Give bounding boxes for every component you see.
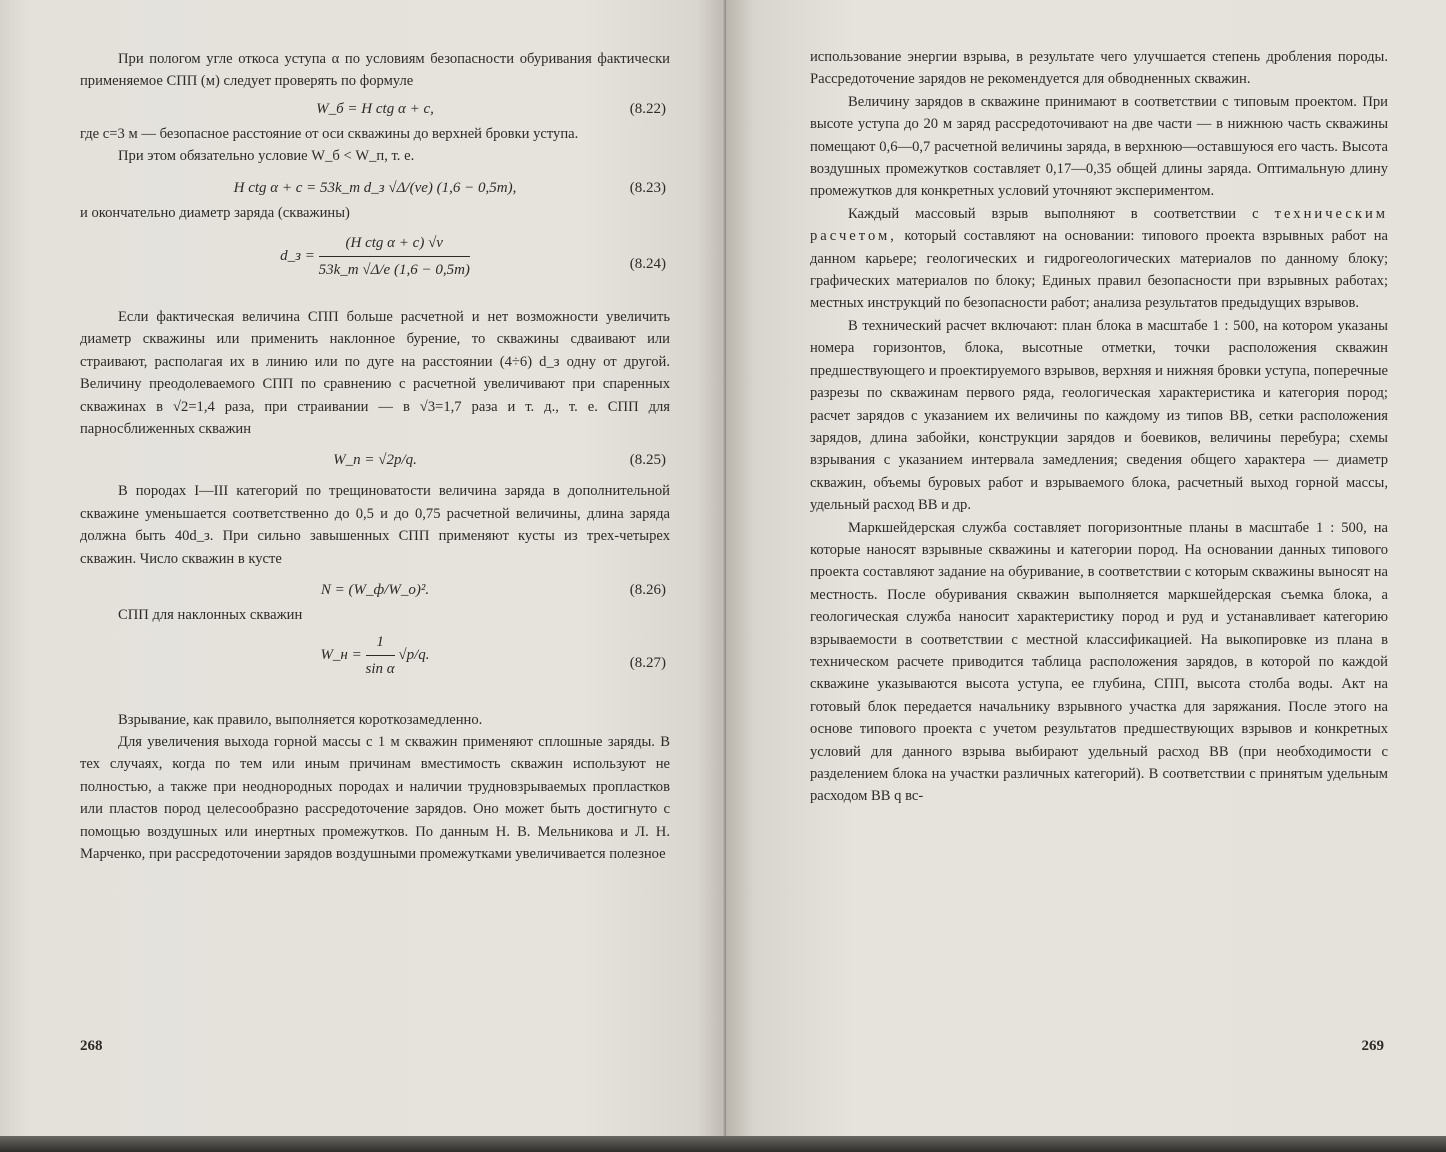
paragraph: и окончательно диаметр заряда (скважины) [80,204,350,221]
formula-body: W_п = √2p/q. [333,452,417,469]
formula-body: H ctg α + c = 53k_т d_з √Δ/(νe) (1,6 − 0,5m), [233,179,517,196]
right-page [726,0,1446,1140]
page-number: 269 [1361,1038,1384,1054]
fraction-denominator: sin α [365,660,395,677]
formula-body: N = (W_ф/W_о)². [320,582,430,599]
page-number: 268 [80,1038,103,1054]
paragraph: Если фактическая величина СПП больше расчетной и нет возможности увеличить диаметр скважины или применить наклонное бурение, то скважины сдваивают или страивают, располагая их в линию или по дуге на расстоянии (4÷6) d_з одну от другой. Величину преодолеваемого СПП по сравнению с расчетной увеличивают при спаренных скважинах в √2=1,4 раза, при страивании — в √3=1,7 раза и т. д., т. е. СПП для парносближенных скважин [80,309,670,438]
fraction [366,631,395,680]
equation-number: (8.24) [629,256,666,273]
paragraph [810,203,1388,315]
equation-number: (8.23) [629,179,666,196]
paragraph: При пологом угле откоса уступа α по условиям безопасности обуривания фактически применяемое СПП (м) следует проверять по формуле [80,51,670,90]
paragraph: Величину зарядов в скважине принимают в соответствии с типовым проектом. При высоте уступа до 20 м заряд рассредоточивают на две части — в нижнюю часть скважины помещают 0,6—0,7 расчетной величины заряда, в верхнюю—оставшуюся его часть. Высота воздушных промежутков составляет 0,17—0,35 общей длины заряда. Оптимальную длину промежутков для конкретных условий уточняют экспериментом. [810,93,1388,200]
fraction-denominator: 53k_т √Δ/e (1,6 − 0,5m) [318,262,470,279]
formula-8-26 [80,578,670,602]
formula-8-25 [80,448,670,472]
equation-number: (8.26) [629,582,666,599]
text-run: который составляют на основании: типового проекта взрывных работ на данном карьере; геологических и гидрогеологических материалов по данному блоку; графических материалов по блоку; Единых правил безопасности при взрывных работах; местных инструкций по безопасности работ; анализа результатов предыдущих взрывов. [810,228,1388,312]
paragraph: В породах I—III категорий по трещиноватости величина заряда в дополнительной скважине уменьшается соответственно до 0,5 и до 0,75 расчетной величины, длина заряда должна быть 40d_з. При сильно завышенных СПП применяют кусты из трех-четырех скважин. Число скважин в кусте [80,483,670,567]
book-bottom-edge [0,1136,1446,1152]
paragraph: Взрывание, как правило, выполняется короткозамедленно. [118,711,483,728]
fraction [319,232,470,281]
paragraph: где c=3 м — безопасное расстояние от оси скважины до верхней бровки уступа. [80,125,579,142]
text-run: Каждый массовый взрыв выполняют в соответствии с [848,205,1275,222]
left-page [0,0,726,1140]
formula-body: W_б = H ctg α + c, [316,100,434,117]
fraction-numerator: (H ctg α + c) √ν [319,232,470,257]
paragraph: При этом обязательно условие W_б < W_п, т. е. [118,148,415,165]
formula-8-23 [80,176,670,200]
equation-number: (8.22) [629,100,666,117]
formula-rhs: √p/q. [398,646,430,663]
formula-lhs: W_н = [320,646,362,663]
paragraph: СПП для наклонных скважин [118,607,303,624]
paragraph: В технический расчет включают: план блока в масштабе 1 : 500, на котором указаны номера горизонтов, блока, высотные отметки, точки расположения скважин предшествующего и проектируемого взрывов, верхняя и нижняя бровки уступа, поперечные разрезы по скважинам первого ряда, геологическая характеристика и категория пород; расчет зарядов с указанием их величины по каждому из типов ВВ, сетки расположения зарядов, длина забойки, конструкции зарядов и боевиков, величины перебура; схемы взрывания с указанием интервала замедления; сведения общего характера — диаметр скважин, объемы буровых работ и взрываемого блока, расчетный выход горной массы, удельный расход ВВ и др. [810,317,1388,514]
formula-8-22 [80,97,670,121]
equation-number: (8.25) [629,452,666,469]
paragraph: Для увеличения выхода горной массы с 1 м скважин применяют сплошные заряды. В тех случаях, когда по тем или иным причинам вместимость скважин используют не полностью, а также при неоднородных породах и наличии трудновзрываемых пропластков или пластов пород целесообразно рассредоточение зарядов. Оно может быть достигнуто с помощью воздушных или инертных промежутков. По данным Н. В. Мельникова и Л. Н. Марченко, при рассредоточении зарядов воздушными промежутками увеличивается полезное [80,733,670,862]
paragraph: использование энергии взрыва, в результате чего улучшается степень дробления породы. Рассредоточение зарядов не рекомендуется для обводненных скважин. [810,49,1388,88]
fraction-numerator: 1 [366,631,395,656]
formula-8-27 [80,631,670,695]
formula-8-24 [80,232,670,296]
equation-number: (8.27) [629,654,666,671]
paragraph: Маркшейдерская служба составляет погоризонтные планы в масштабе 1 : 500, на которые наносят взрывные скважины и категории пород. На основании данных типового проекта составляют задание на обуривание, в соответствии с которым скважины выносят на местность. После обуривания скважин выполняется маркшейдерская съемка блока, а геологическая служба наносит характеристику пород и руд и устанавливает категорию взрываемости в соответствии с местной классификацией. На выкопировке из плана в техническом расчете приводится таблица расположения зарядов, в которой по каждой скважине указываются высота уступа, ее глубина, СПП, высота столба воды. Акт на готовый блок передается начальнику взрывного участка для заряжания. После этого на основе типового проекта с учетом результатов предшествующих взрывов и конкретных условий для данного взрыва выбирают удельный расход ВВ (при необходимости с разделением блока на участки различных категорий). В соответствии с принятым удельным расходом ВВ q вс- [810,519,1388,805]
emphasis-spaced: техническим расчетом, [810,205,1388,245]
formula-lhs: d_з = [280,247,315,264]
